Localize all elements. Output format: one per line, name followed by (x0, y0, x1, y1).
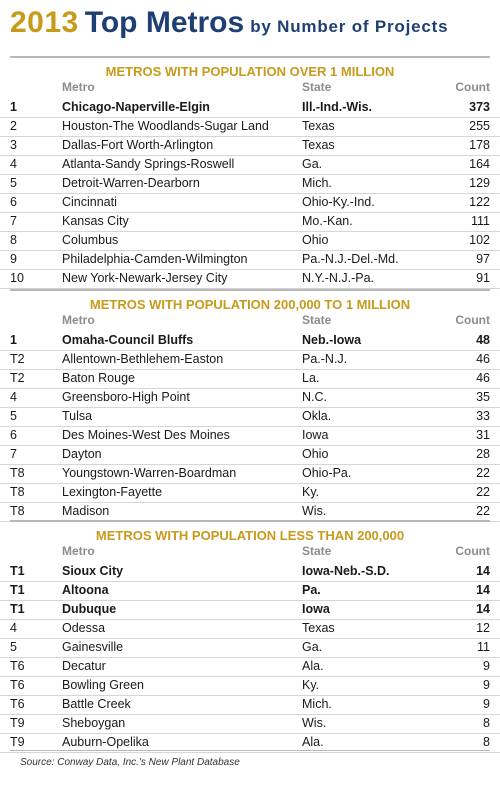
column-header-metro: Metro (62, 313, 95, 327)
cell-count: 31 (476, 428, 490, 442)
cell-count: 255 (469, 119, 490, 133)
cell-rank: 5 (10, 640, 17, 654)
cell-state: N.C. (302, 390, 327, 404)
table-row (0, 714, 500, 734)
table-row (0, 136, 500, 156)
cell-metro: Odessa (62, 621, 106, 635)
section-heading: METROS WITH POPULATION OVER 1 MILLION (10, 56, 490, 79)
cell-metro: Tulsa (62, 409, 93, 423)
table-row (0, 600, 500, 620)
cell-state: La. (302, 371, 320, 385)
cell-state: Okla. (302, 409, 332, 423)
cell-rank: 4 (10, 157, 17, 171)
cell-rank: T1 (10, 583, 25, 597)
table-row (0, 250, 500, 270)
cell-rank: T1 (10, 564, 25, 578)
cell-state: Texas (302, 621, 335, 635)
cell-count: 111 (470, 214, 490, 228)
cell-rank: T6 (10, 678, 25, 692)
table-row (0, 483, 500, 503)
cell-rank: T1 (10, 602, 25, 616)
cell-metro: Bowling Green (62, 678, 144, 692)
cell-count: 8 (483, 716, 490, 730)
cell-state: Iowa-Neb.-S.D. (302, 564, 390, 578)
cell-rank: T8 (10, 466, 25, 480)
table-row (0, 464, 500, 484)
table-row (0, 638, 500, 658)
cell-state: Ga. (302, 640, 323, 654)
table-row (0, 350, 500, 370)
table-row (0, 407, 500, 427)
cell-count: 9 (483, 697, 490, 711)
cell-metro: New York-Newark-Jersey City (62, 271, 228, 285)
cell-metro: Youngstown-Warren-Boardman (62, 466, 237, 480)
cell-metro: Lexington-Fayette (62, 485, 163, 499)
column-header-count: Count (455, 313, 490, 327)
table-row (0, 581, 500, 601)
table-row (0, 193, 500, 213)
column-headers (0, 544, 500, 560)
column-header-metro: Metro (62, 544, 95, 558)
cell-state: Ill.-Ind.-Wis. (302, 100, 373, 114)
cell-count: 102 (469, 233, 490, 247)
cell-state: Mich. (302, 697, 332, 711)
title-year: 2013 (10, 6, 79, 39)
cell-rank: T2 (10, 352, 25, 366)
cell-rank: 7 (10, 214, 17, 228)
cell-state: Ga. (302, 157, 323, 171)
cell-state: Ohio (302, 233, 329, 247)
cell-metro: Battle Creek (62, 697, 131, 711)
cell-state: Ohio (302, 447, 329, 461)
table-row (0, 426, 500, 446)
table-row (0, 212, 500, 232)
cell-metro: Detroit-Warren-Dearborn (62, 176, 200, 190)
cell-count: 164 (469, 157, 490, 171)
cell-metro: Dallas-Fort Worth-Arlington (62, 138, 214, 152)
section-heading: METROS WITH POPULATION LESS THAN 200,000 (10, 520, 490, 543)
cell-metro: Auburn-Opelika (62, 735, 149, 749)
cell-metro: Decatur (62, 659, 106, 673)
cell-count: 97 (476, 252, 490, 266)
cell-rank: T6 (10, 659, 25, 673)
cell-state: Pa.-N.J.-Del.-Md. (302, 252, 399, 266)
table-row (0, 231, 500, 251)
cell-metro: Philadelphia-Camden-Wilmington (62, 252, 248, 266)
cell-count: 46 (476, 352, 490, 366)
cell-rank: 1 (10, 333, 17, 347)
cell-rank: 9 (10, 252, 17, 266)
title-subtitle: by Number of Projects (250, 17, 449, 36)
cell-metro: Chicago-Naperville-Elgin (62, 100, 210, 114)
cell-count: 373 (469, 100, 490, 114)
cell-state: Ky. (302, 678, 320, 692)
bottom-divider (10, 750, 490, 751)
cell-rank: 10 (10, 271, 24, 285)
cell-rank: 2 (10, 119, 17, 133)
cell-state: Ohio-Ky.-Ind. (302, 195, 375, 209)
table-row (0, 331, 500, 351)
cell-rank: 5 (10, 409, 17, 423)
table-row (0, 369, 500, 389)
table-row (0, 174, 500, 194)
cell-rank: 7 (10, 447, 17, 461)
cell-metro: Sheboygan (62, 716, 126, 730)
cell-metro: Baton Rouge (62, 371, 135, 385)
cell-metro: Gainesville (62, 640, 124, 654)
cell-count: 22 (476, 466, 490, 480)
cell-count: 122 (469, 195, 490, 209)
table-row (0, 155, 500, 175)
cell-metro: Madison (62, 504, 110, 518)
cell-metro: Atlanta-Sandy Springs-Roswell (62, 157, 235, 171)
cell-count: 14 (476, 564, 490, 578)
table-row (0, 117, 500, 137)
cell-state: Ky. (302, 485, 320, 499)
section-heading: METROS WITH POPULATION 200,000 TO 1 MILLION (10, 289, 490, 312)
cell-state: Ohio-Pa. (302, 466, 352, 480)
cell-state: Texas (302, 138, 335, 152)
cell-count: 33 (476, 409, 490, 423)
column-header-count: Count (455, 80, 490, 94)
cell-rank: T9 (10, 735, 25, 749)
cell-rank: 4 (10, 390, 17, 404)
cell-rank: T2 (10, 371, 25, 385)
table-row (0, 269, 500, 289)
cell-count: 28 (476, 447, 490, 461)
cell-rank: 6 (10, 195, 17, 209)
cell-metro: Dubuque (62, 602, 117, 616)
cell-rank: T8 (10, 504, 25, 518)
title-main: Top Metros (84, 6, 245, 39)
cell-metro: Kansas City (62, 214, 129, 228)
cell-state: Mo.-Kan. (302, 214, 353, 228)
cell-state: Iowa (302, 602, 330, 616)
table-row (0, 502, 500, 522)
column-header-count: Count (455, 544, 490, 558)
cell-count: 48 (476, 333, 490, 347)
source-note: Source: Conway Data, Inc.'s New Plant Database (20, 757, 240, 768)
page-title (10, 6, 490, 46)
cell-count: 35 (476, 390, 490, 404)
table-row (0, 388, 500, 408)
cell-state: Texas (302, 119, 335, 133)
cell-metro: Cincinnati (62, 195, 117, 209)
cell-state: Iowa (302, 428, 329, 442)
cell-rank: 6 (10, 428, 17, 442)
cell-count: 11 (477, 640, 490, 654)
cell-count: 178 (469, 138, 490, 152)
cell-metro: Houston-The Woodlands-Sugar Land (62, 119, 269, 133)
cell-metro: Columbus (62, 233, 119, 247)
cell-metro: Sioux City (62, 564, 124, 578)
cell-count: 22 (476, 504, 490, 518)
cell-metro: Altoona (62, 583, 109, 597)
column-header-state: State (302, 313, 332, 327)
cell-rank: T6 (10, 697, 25, 711)
column-header-state: State (302, 544, 332, 558)
cell-state: Pa. (302, 583, 321, 597)
cell-rank: T8 (10, 485, 25, 499)
cell-metro: Greensboro-High Point (62, 390, 190, 404)
column-headers (0, 313, 500, 329)
cell-count: 9 (483, 659, 490, 673)
cell-state: Wis. (302, 716, 327, 730)
column-header-state: State (302, 80, 332, 94)
cell-metro: Des Moines-West Des Moines (62, 428, 230, 442)
cell-count: 91 (476, 271, 490, 285)
column-headers (0, 80, 500, 96)
cell-rank: 4 (10, 621, 17, 635)
table-row (0, 562, 500, 582)
table-row (0, 695, 500, 715)
cell-count: 8 (483, 735, 490, 749)
cell-state: Ala. (302, 659, 324, 673)
cell-rank: 5 (10, 176, 17, 190)
cell-state: Pa.-N.J. (302, 352, 348, 366)
cell-count: 12 (476, 621, 490, 635)
cell-rank: T9 (10, 716, 25, 730)
table-row (0, 445, 500, 465)
table-row (0, 657, 500, 677)
cell-count: 129 (469, 176, 490, 190)
cell-state: Ala. (302, 735, 324, 749)
cell-count: 22 (476, 485, 490, 499)
cell-count: 14 (476, 602, 490, 616)
cell-count: 9 (483, 678, 490, 692)
cell-count: 14 (476, 583, 490, 597)
table-row (0, 98, 500, 118)
cell-state: Wis. (302, 504, 327, 518)
cell-rank: 3 (10, 138, 17, 152)
column-header-metro: Metro (62, 80, 95, 94)
cell-rank: 8 (10, 233, 17, 247)
cell-metro: Dayton (62, 447, 102, 461)
cell-state: Neb.-Iowa (302, 333, 362, 347)
cell-rank: 1 (10, 100, 17, 114)
cell-count: 46 (476, 371, 490, 385)
cell-state: Mich. (302, 176, 332, 190)
cell-state: N.Y.-N.J.-Pa. (302, 271, 375, 285)
cell-metro: Omaha-Council Bluffs (62, 333, 194, 347)
cell-metro: Allentown-Bethlehem-Easton (62, 352, 224, 366)
table-row (0, 619, 500, 639)
table-row (0, 676, 500, 696)
